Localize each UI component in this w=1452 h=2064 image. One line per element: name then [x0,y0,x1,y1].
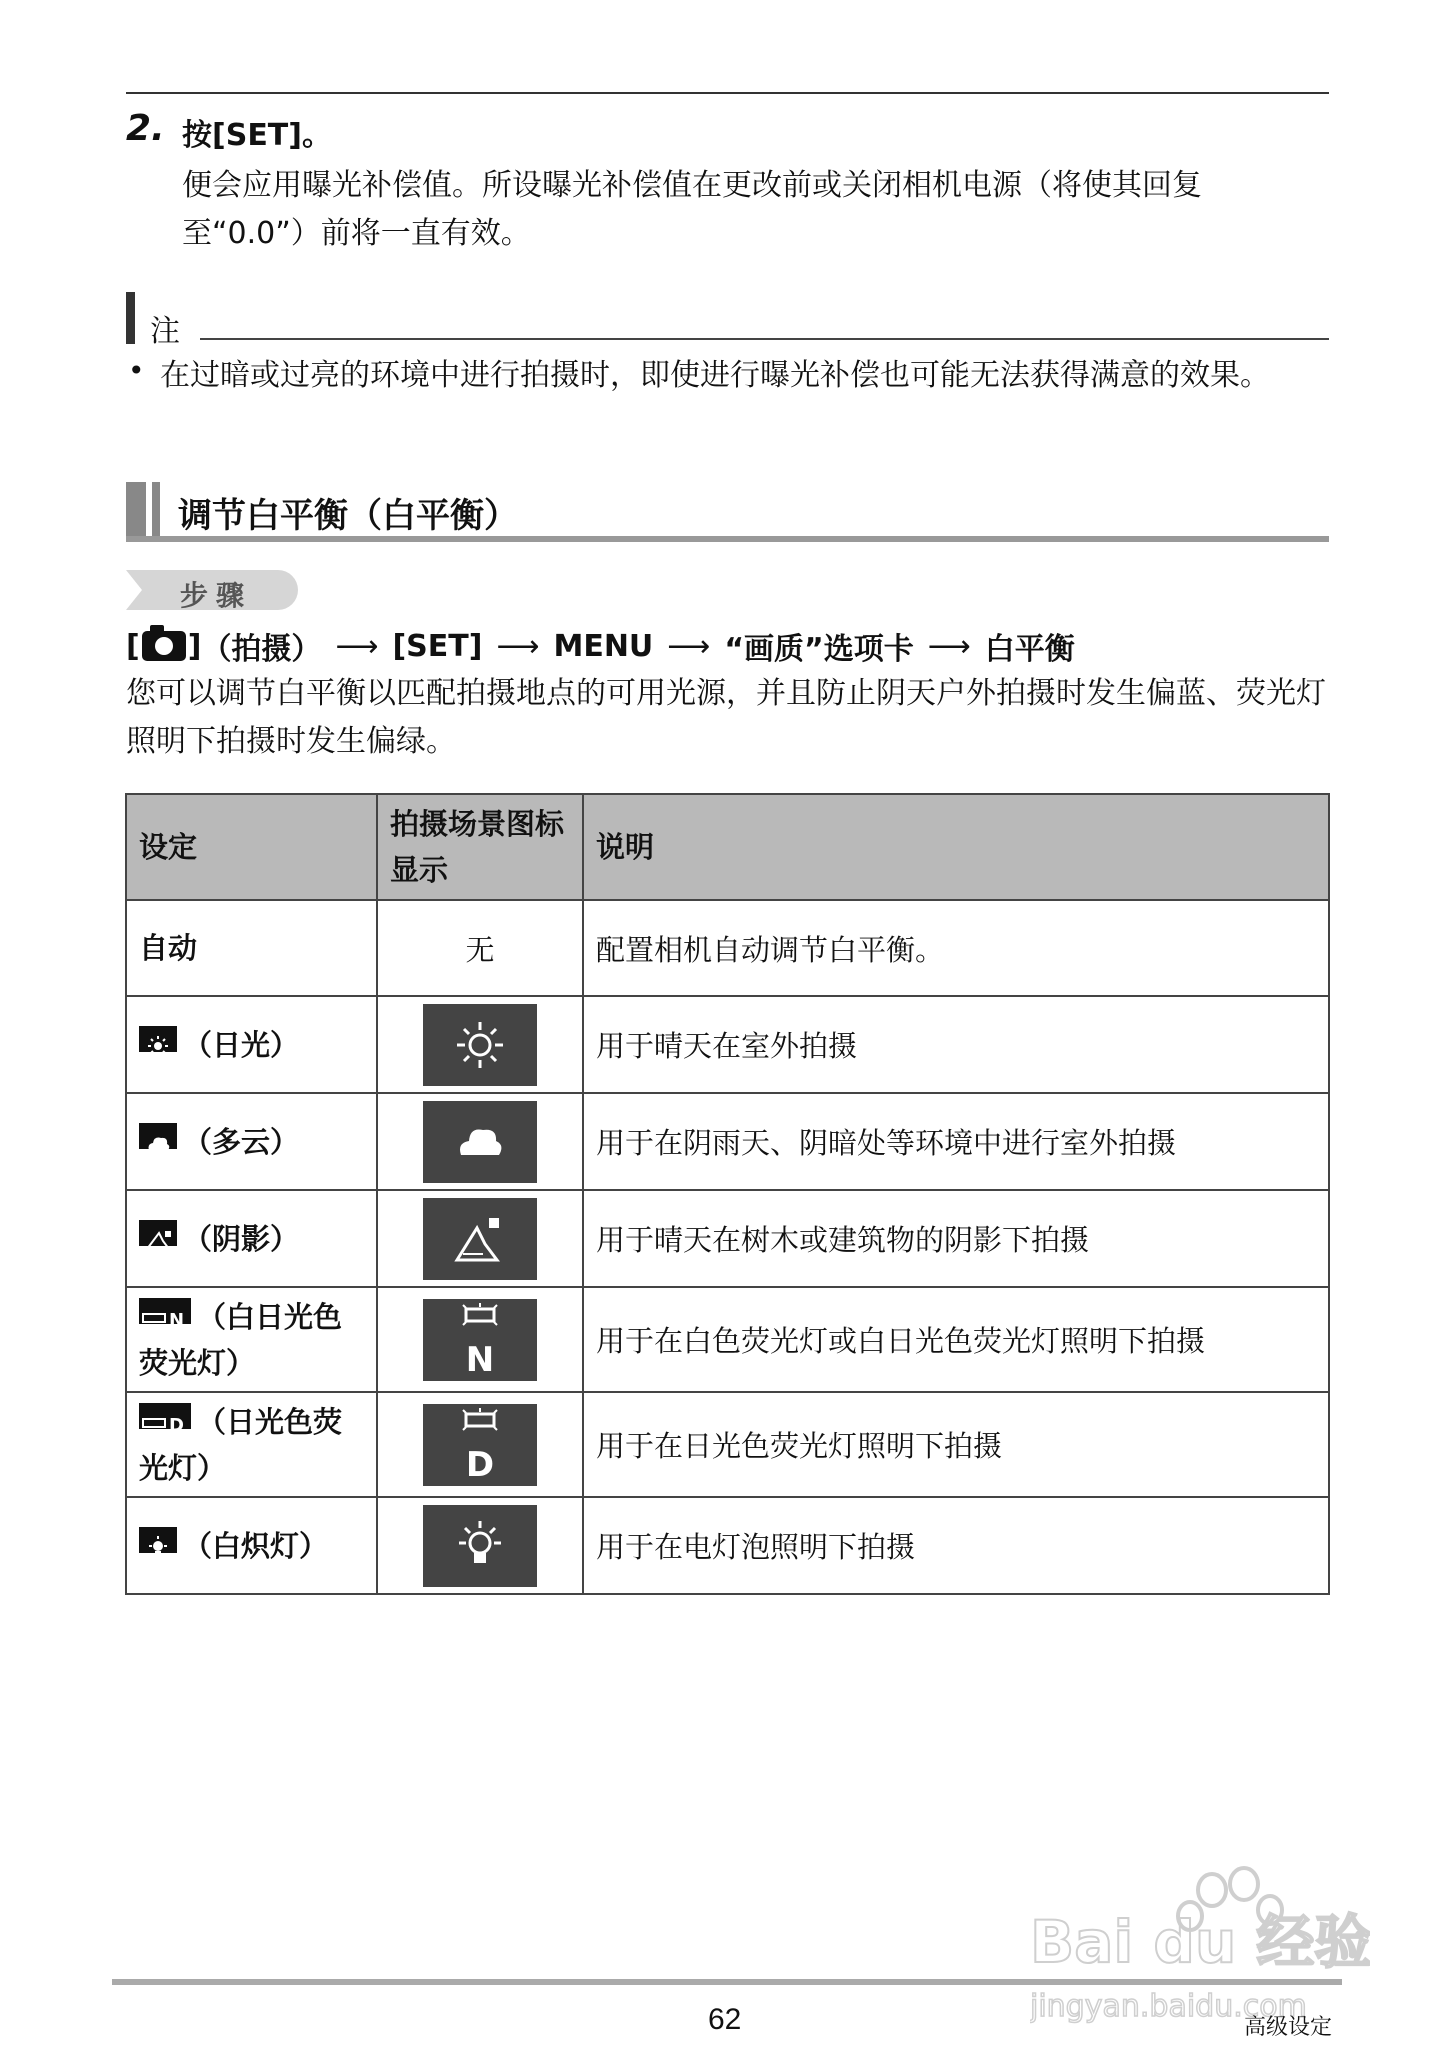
setting-name: （阴影） [183,1221,300,1256]
watermark-url: jingyan.baidu.com [1030,1989,1307,2024]
setting-name: 自动 [126,900,377,996]
menu-path-menu: MENU [553,628,654,664]
arrow-right-icon: ⟶ [927,628,971,664]
setting-name-cell [126,1497,377,1594]
setting-name: （白炽灯） [183,1528,329,1563]
sun-icon [139,1026,177,1052]
svg-text:D: D [465,1444,495,1485]
table-header-row [126,794,1329,900]
table-row [126,1392,1329,1497]
bulb-icon [423,1505,537,1587]
svg-text:D: D [169,1414,184,1436]
table-row [126,1497,1329,1594]
svg-text:N: N [465,1339,495,1380]
chevron-right-icon [126,570,142,610]
fluorescent-n-icon [139,1298,191,1331]
steps-label: 步骤 [180,579,253,612]
svg-text:N: N [169,1309,185,1331]
paw-icon [1030,1850,1370,2030]
fluorescent-d-icon [423,1404,537,1486]
camera-icon [142,631,186,661]
setting-desc: 用于晴天在树木或建筑物的阴影下拍摄 [583,1190,1329,1287]
scene-icon-cell [377,1497,583,1594]
menu-path-shoot: （拍摄） [201,632,322,667]
scene-icon-text: 无 [377,900,583,996]
setting-name-cell [126,996,377,1093]
menu-path-target: 白平衡 [984,632,1075,667]
shade-icon [139,1220,177,1246]
setting-desc: 用于在阴雨天、阴暗处等环境中进行室外拍摄 [583,1093,1329,1190]
setting-desc: 用于晴天在室外拍摄 [583,996,1329,1093]
arrow-right-icon: ⟶ [667,628,711,664]
note-rule [200,338,1329,340]
arrow-right-icon: ⟶ [496,628,540,664]
steps-label-pill [126,570,298,610]
note-label: 注 [150,314,180,349]
scene-icon-cell [377,1190,583,1287]
scene-icon-cell [377,996,583,1093]
table-row [126,1093,1329,1190]
table-row [126,996,1329,1093]
setting-desc: 用于在白色荧光灯或白日光色荧光灯照明下拍摄 [583,1287,1329,1392]
menu-path-tab: “画质”选项卡 [724,632,914,667]
shade-icon [423,1198,537,1280]
table-row [126,1190,1329,1287]
setting-desc: 用于在电灯泡照明下拍摄 [583,1497,1329,1594]
setting-desc: 配置相机自动调节白平衡。 [583,900,1329,996]
footer-section-name: 高级设定 [1244,2015,1333,2040]
menu-path-set: [SET] [392,628,483,664]
note-text: 在过暗或过亮的环境中进行拍摄时，即使进行曝光补偿也可能无法获得满意的效果。 [160,358,1270,393]
setting-name: （多云） [183,1124,300,1159]
section-title: 调节白平衡（白平衡） [178,496,518,536]
setting-name-cell [126,1093,377,1190]
table-header: 拍摄场景图标显示 [377,794,583,900]
arrow-right-icon: ⟶ [335,628,379,664]
section-marker [126,482,166,538]
page-number: 62 [708,2003,742,2036]
footer-rule [112,1979,1342,1985]
setting-name: （日光） [183,1027,300,1062]
cloud-icon [423,1101,537,1183]
section-rule [126,536,1329,542]
table-header: 说明 [583,794,1329,900]
table-row [126,1287,1329,1392]
scene-icon-cell [377,1093,583,1190]
fluorescent-n-icon [423,1299,537,1381]
setting-desc: 用于在日光色荧光灯照明下拍摄 [583,1392,1329,1497]
step-title: 按[SET]。 [182,118,332,153]
menu-path [126,624,1075,668]
scene-icon-cell [377,1392,583,1497]
white-balance-table [125,793,1330,1595]
setting-name-cell [126,1392,377,1497]
setting-name: （日光色荧光灯） [139,1404,343,1485]
note-bullet: • [128,354,145,387]
step-number: 2. [126,108,165,149]
menu-path-open-bracket: [ [126,628,140,664]
scene-icon-cell [377,1287,583,1392]
setting-name-cell [126,1190,377,1287]
fluorescent-d-icon [139,1403,191,1436]
top-rule [126,92,1329,94]
sun-icon [423,1004,537,1086]
step-body: 便会应用曝光补偿值。所设曝光补偿值在更改前或关闭相机电源（将使其回复至“0.0”）前将一直有效。 [182,168,1202,251]
baidu-watermark [1030,1850,1370,2030]
watermark-brand: Bai du 经验 [1030,1908,1370,1976]
setting-name: （白日光色荧光灯） [139,1299,343,1380]
cloud-icon [139,1123,177,1149]
section-intro: 您可以调节白平衡以匹配拍摄地点的可用光源，并且防止阴天户外拍摄时发生偏蓝、荧光灯照明下拍摄时发生偏绿。 [126,676,1326,759]
setting-name-cell [126,1287,377,1392]
table-row [126,900,1329,996]
table-header: 设定 [126,794,377,900]
note-bar [126,292,135,344]
menu-path-close-bracket: ] [187,628,202,664]
bulb-icon [139,1527,177,1553]
